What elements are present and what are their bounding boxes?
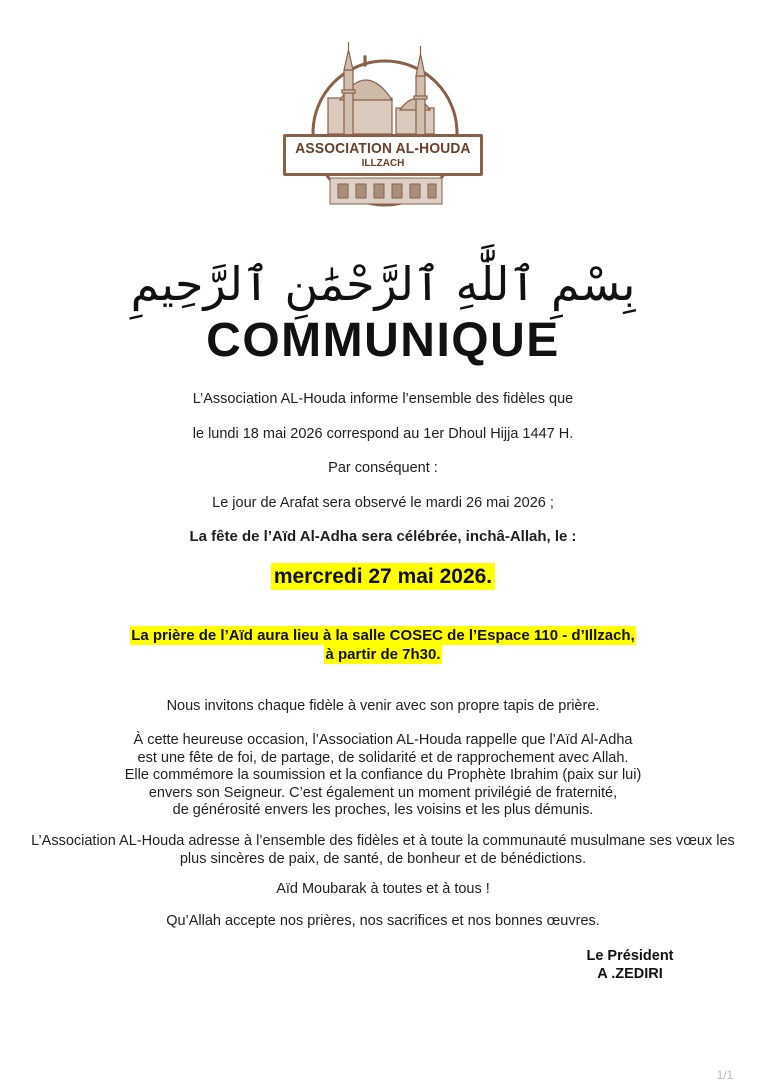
- signature-role: Le Président: [586, 948, 674, 964]
- mosque-emblem-icon: [280, 38, 490, 228]
- wishes-line: plus sincères de paix, de santé, de bonheur et de bénédictions.: [179, 851, 587, 867]
- invite-text: Nous invitons chaque fidèle à venir avec son propre tapis de prière.: [166, 698, 600, 714]
- occasion-line: envers son Seigneur. C’est également un moment privilégié de fraternité,: [148, 784, 618, 801]
- occasion-line: Elle commémore la soumission et la confiance du Prophète Ibrahim (paix sur lui): [124, 767, 642, 783]
- logo-city: ILLZACH: [361, 158, 405, 169]
- closing-prayer: Qu’Allah accepte nos prières, nos sacrifices et nos bonnes œuvres.: [166, 913, 600, 929]
- wishes-line: L’Association AL-Houda adresse à l’ensemble des fidèles et à toute la communauté musulmane ses vœux les: [31, 833, 735, 849]
- intro-line-3: Par conséquent :: [328, 460, 438, 476]
- prayer-line-1: La prière de l’Aïd aura lieu à la salle COSEC de l’Espace 110 - d’Illzach,: [131, 627, 635, 644]
- greeting: Aïd Moubarak à toutes et à tous !: [276, 881, 490, 897]
- occasion-line: À cette heureuse occasion, l’Association AL-Houda rappelle que l’Aïd Al-Adha: [133, 732, 633, 748]
- occasion-paragraph: [0, 732, 766, 820]
- page-number: 1/1: [716, 1068, 734, 1082]
- intro-line-5: La fête de l’Aïd Al-Adha sera célébrée, inchâ-Allah, le :: [189, 528, 577, 545]
- occasion-line: de générosité envers les proches, les voisins et les plus démunis.: [172, 802, 594, 818]
- basmala: بِسْمِ ٱللَّٰهِ ٱلرَّحْمَٰنِ ٱلرَّحِيمِ: [130, 257, 636, 311]
- logo-association-name: ASSOCIATION AL-HOUDA: [295, 140, 471, 157]
- signature-name: A .ZEDIRI: [597, 966, 663, 982]
- eid-date-text: mercredi 27 mai 2026.: [271, 563, 495, 590]
- eid-date: [0, 562, 766, 592]
- intro-line-2: le lundi 18 mai 2026 correspond au 1er Dhoul Hijja 1447 H.: [192, 426, 574, 442]
- logo-badge: [283, 134, 483, 176]
- prayer-location: [0, 626, 766, 664]
- page-title: COMMUNIQUE: [206, 314, 560, 367]
- intro-line-1: L’Association AL-Houda informe l’ensemble des fidèles que: [192, 391, 574, 407]
- occasion-line: est une fête de foi, de partage, de solidarité et de rapprochement avec Allah.: [137, 749, 629, 766]
- wishes-paragraph: [0, 832, 766, 868]
- prayer-line-2: à partir de 7h30.: [325, 646, 441, 663]
- intro-line-4: Le jour de Arafat sera observé le mardi 26 mai 2026 ;: [212, 495, 554, 511]
